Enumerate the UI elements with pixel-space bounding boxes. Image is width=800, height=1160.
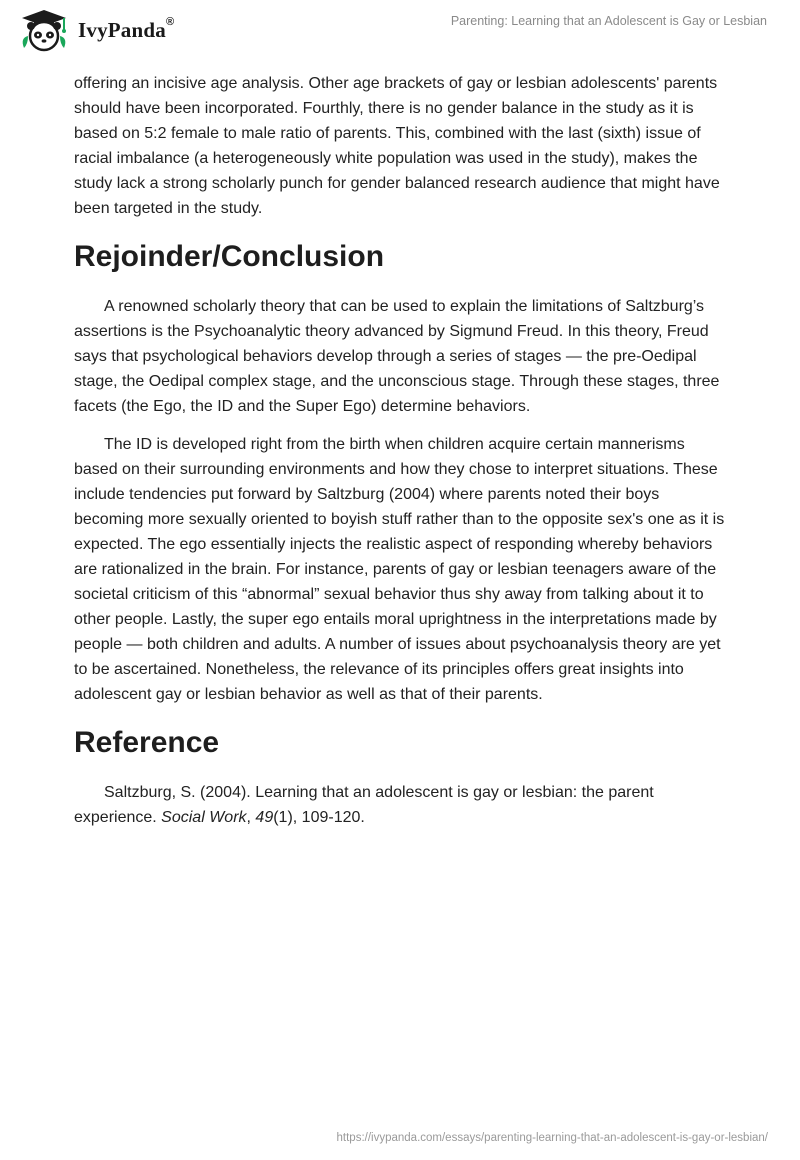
reference-journal: Social Work — [161, 809, 247, 826]
reference-authors-title: Saltzburg, S. (2004). Learning that an adolescent is gay or lesbian: the parent experience. — [74, 784, 654, 826]
reference-entry — [74, 780, 728, 830]
ivypanda-logo[interactable] — [16, 8, 174, 52]
running-title: Parenting: Learning that an Adolescent is Gay or Lesbian — [450, 14, 767, 28]
footer-url[interactable]: https://ivypanda.com/essays/parenting-learning-that-an-adolescent-is-gay-or-lesbian/ — [336, 1132, 768, 1144]
brand-name: IvyPanda® — [78, 15, 175, 42]
paragraph-intro: offering an incisive age analysis. Other age brackets of gay or lesbian adolescents' parents should have been incorporated. Fourthly, there is no gender balance in the study as it is based on 5:2 female to male ratio of parents. This, combined with the last (sixth) issue of racial imbalance (a heterogeneously white population was used in the study), makes the study lack a strong scholarly punch for gender balanced research audience that might have been targeted in the study. — [74, 75, 720, 217]
heading-reference: Reference — [74, 726, 220, 759]
page-header — [0, 0, 800, 60]
reference-separator: , — [246, 809, 256, 826]
heading-conclusion: Rejoinder/Conclusion — [74, 240, 385, 273]
reference-pages: (1), 109-120. — [273, 809, 365, 826]
essay-content — [74, 71, 728, 843]
paragraph-conclusion-2: The ID is developed right from the birth when children acquire certain mannerisms based on their surrounding environments and how they chose to interpret situations. These include tendencies put forward by Saltzburg (2004) where parents noted their boys becoming more sexually oriented to boyish stuff rather than to the opposite sex's one as it is expected. The ego essentially injects the realistic aspect of responding whereby behaviors are rationalized in the brain. For instance, parents of gay or lesbian teenagers aware of the societal criticism of this “abnormal” sexual behavior thus shy away from talking about it to other people. Lastly, the super ego entails moral uprightness in the interpretations made by people — both children and adults. A number of issues about psychoanalysis theory are yet to be ascertained. Nonetheless, the relevance of its principles offers great insights into adolescent gay or lesbian behavior as well as that of their parents. — [74, 436, 725, 703]
paragraph-conclusion-1: A renowned scholarly theory that can be used to explain the limitations of Saltzburg’s assertions is the Psychoanalytic theory advanced by Sigmund Freud. In this theory, Freud says that psychological behaviors develop through a series of stages — the pre-Oedipal stage, the Oedipal complex stage, and the unconscious stage. Through these stages, three facets (the Ego, the ID and the Super Ego) determine behaviors. — [74, 298, 720, 415]
panda-logo-icon — [16, 8, 72, 52]
reference-volume: 49 — [255, 809, 274, 826]
